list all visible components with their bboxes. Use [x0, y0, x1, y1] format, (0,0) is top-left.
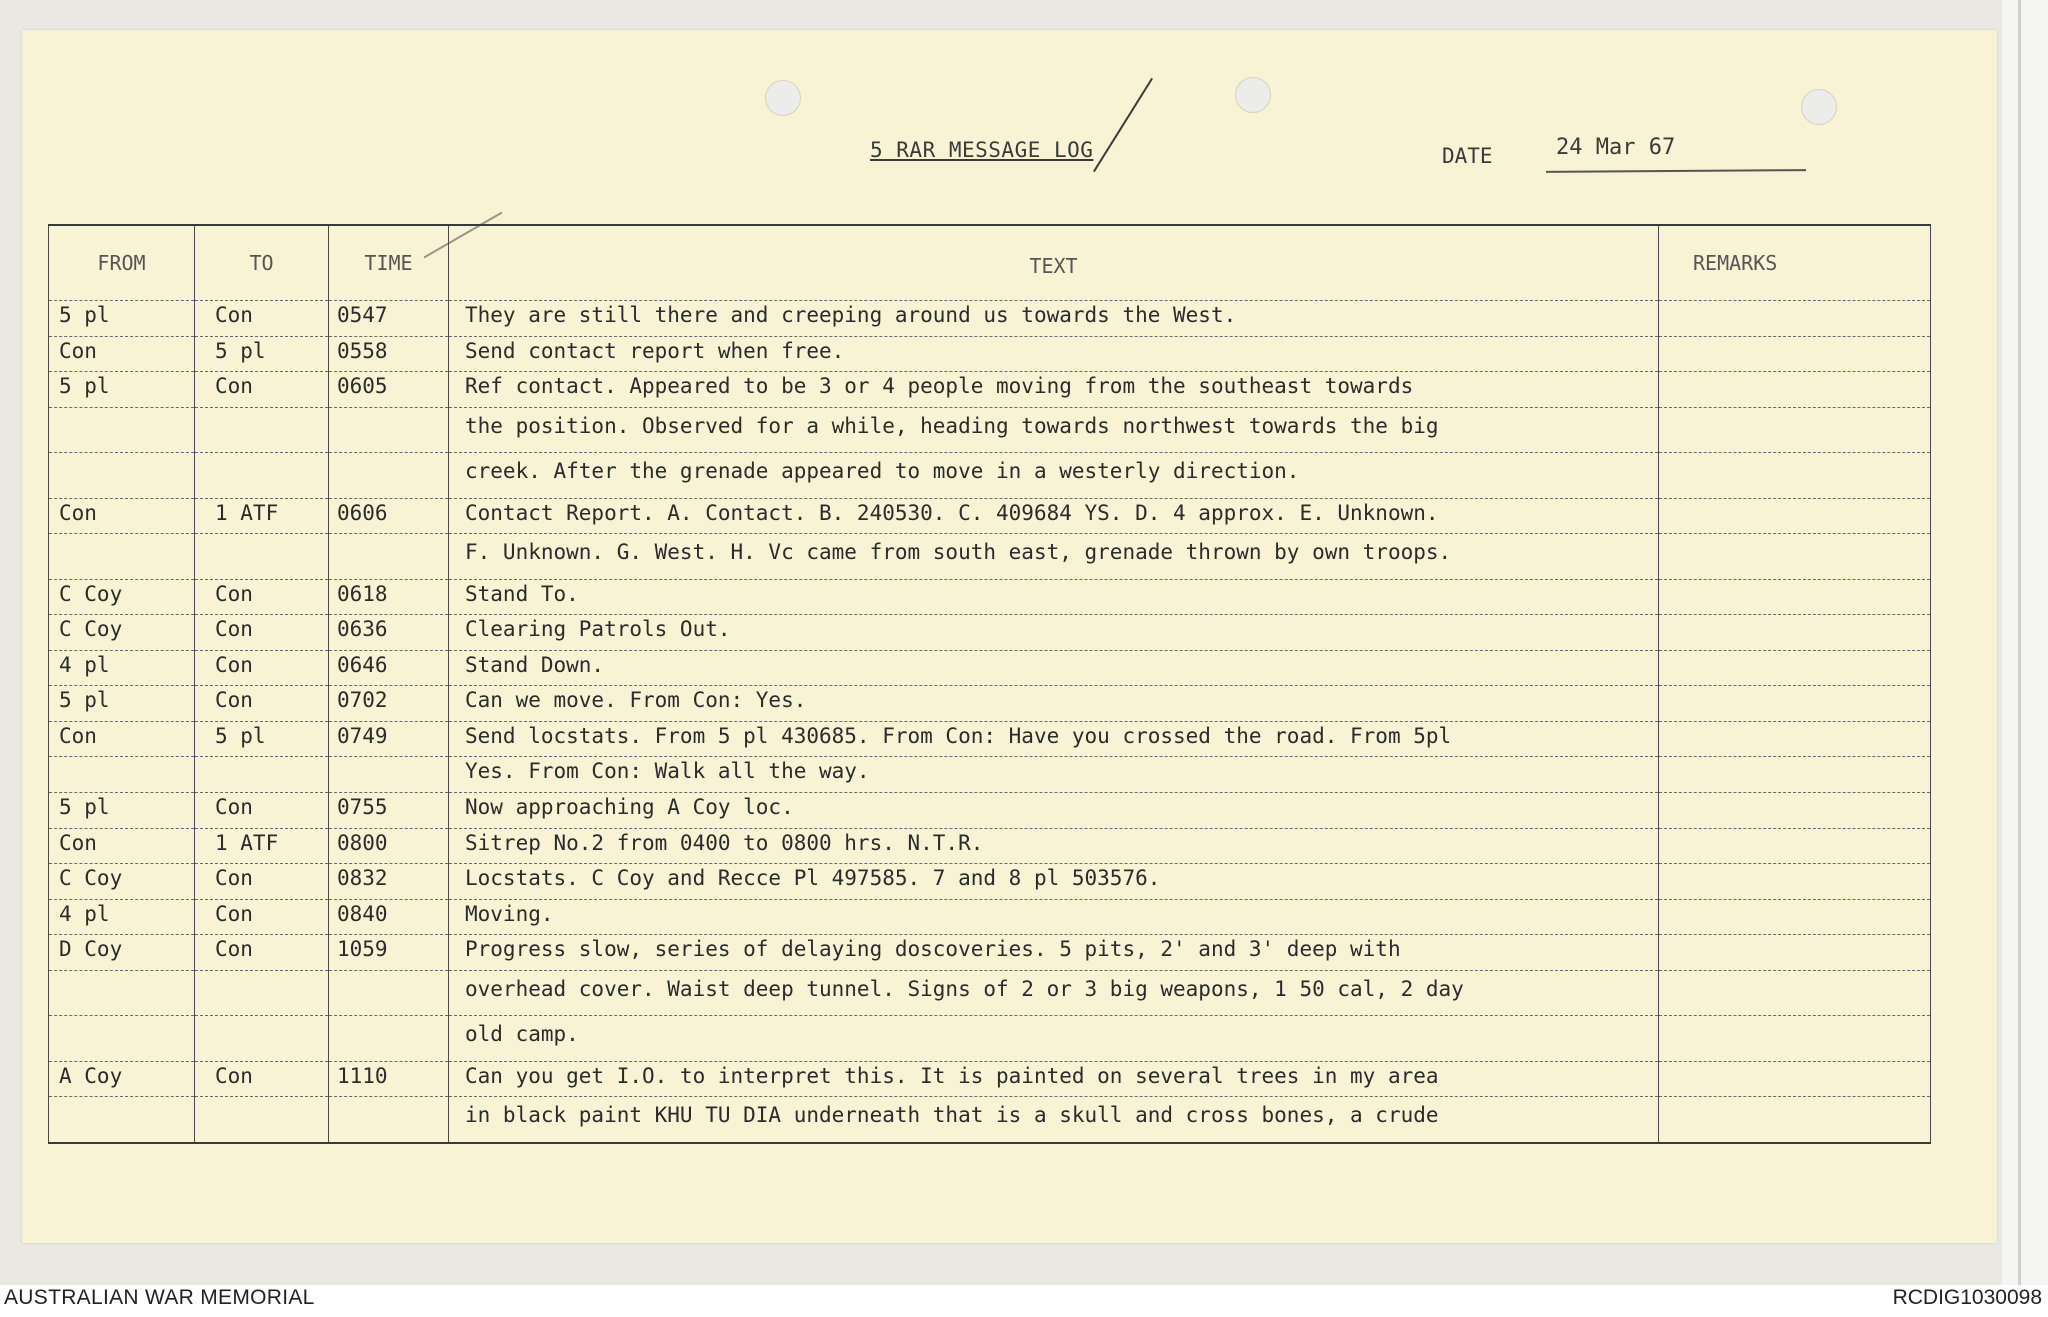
cell-time — [329, 757, 449, 793]
table-row — [49, 1061, 1931, 1097]
cell-time: 0755 — [329, 793, 449, 829]
cell-time: 0606 — [329, 498, 449, 534]
cell-to — [195, 757, 329, 793]
cell-to: Con — [195, 615, 329, 651]
cell-to: Con — [195, 793, 329, 829]
cell-from: C Coy — [49, 864, 195, 900]
cell-from: Con — [49, 498, 195, 534]
cell-from: C Coy — [49, 579, 195, 615]
cell-from: Con — [49, 721, 195, 757]
cell-to — [195, 534, 329, 579]
table-row — [49, 899, 1931, 935]
table-row — [49, 301, 1931, 337]
cell-remarks — [1659, 935, 1931, 971]
cell-remarks — [1659, 615, 1931, 651]
cell-remarks — [1659, 757, 1931, 793]
cell-from: Con — [49, 336, 195, 372]
header-remarks: REMARKS — [1659, 225, 1931, 301]
cell-text: creek. After the grenade appeared to move in a westerly direction. — [449, 453, 1659, 498]
cell-time — [329, 1097, 449, 1143]
cell-time: 0832 — [329, 864, 449, 900]
table-row — [49, 721, 1931, 757]
cell-to: Con — [195, 650, 329, 686]
header-from: FROM — [49, 225, 195, 301]
cell-time: 0749 — [329, 721, 449, 757]
cell-remarks — [1659, 899, 1931, 935]
cell-from — [49, 970, 195, 1015]
cell-remarks — [1659, 301, 1931, 337]
date-label: DATE — [1442, 144, 1493, 168]
cell-to: Con — [195, 935, 329, 971]
cell-text: Ref contact. Appeared to be 3 or 4 people moving from the southeast towards — [449, 372, 1659, 408]
footer-id: RCDIG1030098 — [1892, 1286, 2042, 1309]
table-row — [49, 970, 1931, 1015]
cell-remarks — [1659, 453, 1931, 498]
cell-remarks — [1659, 970, 1931, 1015]
cell-remarks — [1659, 407, 1931, 452]
cell-to: Con — [195, 899, 329, 935]
document-title: 5 RAR MESSAGE LOG — [870, 138, 1094, 162]
cell-remarks — [1659, 650, 1931, 686]
cell-to — [195, 453, 329, 498]
table-row — [49, 1016, 1931, 1061]
table-row — [49, 650, 1931, 686]
message-log-table — [48, 224, 1931, 1144]
table-row — [49, 615, 1931, 651]
cell-from: 5 pl — [49, 793, 195, 829]
cell-to — [195, 1097, 329, 1143]
cell-to: 1 ATF — [195, 828, 329, 864]
cell-text: the position. Observed for a while, heading towards northwest towards the big — [449, 407, 1659, 452]
cell-to: Con — [195, 579, 329, 615]
cell-remarks — [1659, 1061, 1931, 1097]
table-row — [49, 336, 1931, 372]
cell-text: Can we move. From Con: Yes. — [449, 686, 1659, 722]
cell-from: 5 pl — [49, 686, 195, 722]
cell-text: Yes. From Con: Walk all the way. — [449, 757, 1659, 793]
cell-time: 0636 — [329, 615, 449, 651]
cell-from — [49, 1016, 195, 1061]
header-text: TEXT — [449, 225, 1659, 301]
cell-from — [49, 757, 195, 793]
cell-time — [329, 407, 449, 452]
cell-to: Con — [195, 372, 329, 408]
table-row — [49, 793, 1931, 829]
cell-text: Sitrep No.2 from 0400 to 0800 hrs. N.T.R. — [449, 828, 1659, 864]
cell-from: A Coy — [49, 1061, 195, 1097]
cell-remarks — [1659, 686, 1931, 722]
pen-stroke — [1093, 78, 1153, 172]
cell-text: Clearing Patrols Out. — [449, 615, 1659, 651]
punch-hole-icon — [1235, 77, 1271, 113]
cell-text: Send locstats. From 5 pl 430685. From Con: Have you crossed the road. From 5pl — [449, 721, 1659, 757]
date-value: 24 Mar 67 — [1556, 135, 1676, 160]
cell-remarks — [1659, 579, 1931, 615]
cell-to: 5 pl — [195, 721, 329, 757]
cell-from: 5 pl — [49, 301, 195, 337]
table-row — [49, 407, 1931, 452]
table-row — [49, 935, 1931, 971]
cell-time — [329, 970, 449, 1015]
cell-remarks — [1659, 372, 1931, 408]
cell-time: 0605 — [329, 372, 449, 408]
cell-remarks — [1659, 534, 1931, 579]
table-row — [49, 757, 1931, 793]
footer-source: AUSTRALIAN WAR MEMORIAL — [4, 1286, 315, 1309]
cell-from: C Coy — [49, 615, 195, 651]
cell-time: 0558 — [329, 336, 449, 372]
cell-text: old camp. — [449, 1016, 1659, 1061]
cell-to: Con — [195, 1061, 329, 1097]
cell-to — [195, 970, 329, 1015]
cell-time: 0646 — [329, 650, 449, 686]
table-header-row — [49, 225, 1931, 301]
cell-from — [49, 1097, 195, 1143]
cell-time: 1059 — [329, 935, 449, 971]
cell-text: Send contact report when free. — [449, 336, 1659, 372]
cell-to: 1 ATF — [195, 498, 329, 534]
punch-hole-icon — [765, 80, 801, 116]
cell-remarks — [1659, 1016, 1931, 1061]
cell-text: Progress slow, series of delaying doscoveries. 5 pits, 2' and 3' deep with — [449, 935, 1659, 971]
cell-text: Contact Report. A. Contact. B. 240530. C. 409684 YS. D. 4 approx. E. Unknown. — [449, 498, 1659, 534]
cell-text: Can you get I.O. to interpret this. It is painted on several trees in my area — [449, 1061, 1659, 1097]
cell-from — [49, 407, 195, 452]
cell-to: Con — [195, 686, 329, 722]
header-time: TIME — [329, 225, 449, 301]
cell-time: 0547 — [329, 301, 449, 337]
cell-to: 5 pl — [195, 336, 329, 372]
cell-to: Con — [195, 301, 329, 337]
cell-time: 0840 — [329, 899, 449, 935]
cell-time — [329, 534, 449, 579]
cell-text: Moving. — [449, 899, 1659, 935]
cell-from: 4 pl — [49, 899, 195, 935]
cell-to — [195, 1016, 329, 1061]
cell-to — [195, 407, 329, 452]
cell-time: 0702 — [329, 686, 449, 722]
cell-remarks — [1659, 721, 1931, 757]
cell-remarks — [1659, 864, 1931, 900]
table-row — [49, 686, 1931, 722]
cell-time: 0800 — [329, 828, 449, 864]
cell-text: overhead cover. Waist deep tunnel. Signs of 2 or 3 big weapons, 1 50 cal, 2 day — [449, 970, 1659, 1015]
cell-text: F. Unknown. G. West. H. Vc came from south east, grenade thrown by own troops. — [449, 534, 1659, 579]
header-to: TO — [195, 225, 329, 301]
cell-remarks — [1659, 498, 1931, 534]
cell-text: They are still there and creeping around us towards the West. — [449, 301, 1659, 337]
cell-from — [49, 453, 195, 498]
cell-from: 5 pl — [49, 372, 195, 408]
cell-from: 4 pl — [49, 650, 195, 686]
table-row — [49, 534, 1931, 579]
cell-remarks — [1659, 1097, 1931, 1143]
table-row — [49, 453, 1931, 498]
scan-edge-line — [2018, 0, 2021, 1285]
cell-time — [329, 1016, 449, 1061]
cell-remarks — [1659, 336, 1931, 372]
table-row — [49, 828, 1931, 864]
cell-text: Stand To. — [449, 579, 1659, 615]
cell-text: Stand Down. — [449, 650, 1659, 686]
table-row — [49, 864, 1931, 900]
cell-text: in black paint KHU TU DIA underneath that is a skull and cross bones, a crude — [449, 1097, 1659, 1143]
cell-from — [49, 534, 195, 579]
cell-time: 1110 — [329, 1061, 449, 1097]
cell-remarks — [1659, 793, 1931, 829]
table-row — [49, 579, 1931, 615]
punch-hole-icon — [1801, 89, 1837, 125]
cell-from: D Coy — [49, 935, 195, 971]
cell-time — [329, 453, 449, 498]
table-body — [49, 301, 1931, 1144]
cell-to: Con — [195, 864, 329, 900]
table-row — [49, 372, 1931, 408]
cell-time: 0618 — [329, 579, 449, 615]
cell-from: Con — [49, 828, 195, 864]
table-row — [49, 1097, 1931, 1143]
cell-remarks — [1659, 828, 1931, 864]
table-row — [49, 498, 1931, 534]
cell-text: Locstats. C Coy and Recce Pl 497585. 7 and 8 pl 503576. — [449, 864, 1659, 900]
cell-text: Now approaching A Coy loc. — [449, 793, 1659, 829]
scan-edge-strip — [2002, 0, 2048, 1285]
